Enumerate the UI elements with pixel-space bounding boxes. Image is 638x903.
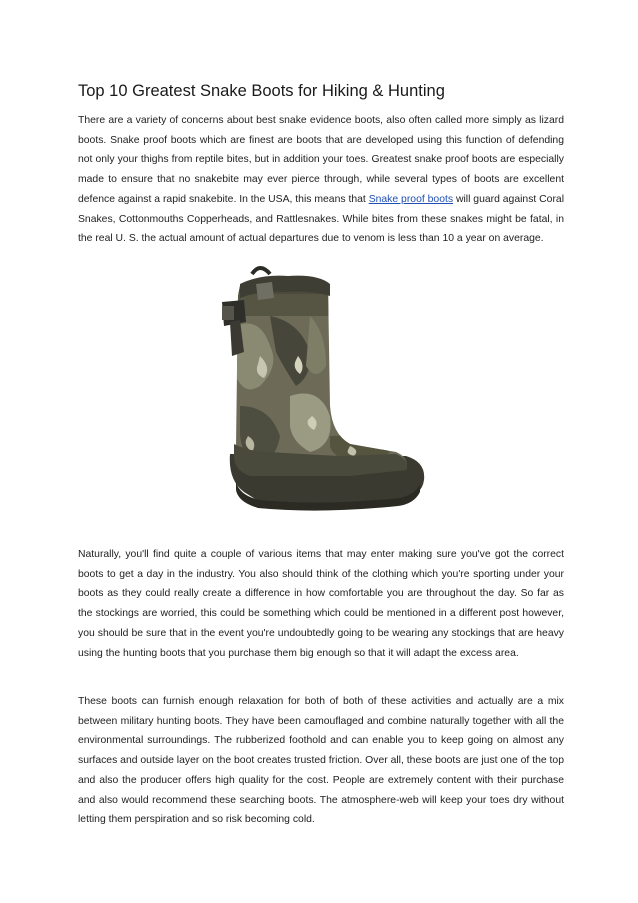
intro-text-after-link: will guard against Coral Snakes, Cottonmouths Copperheads, and Rattlesnakes. While bites from these snakes might be fatal, in the real U. S. the actual amount of actual departures due to venom is less than 10 a year on average. <box>78 193 565 245</box>
camo-snake-boot-icon <box>200 256 440 516</box>
stockings-paragraph: Naturally, you'll find quite a couple of various items that may enter making sure you've got the correct boots to get a day in the industry. You also should think of the clothing which you're sporting under your boots as they could really create a difference in how comfortable you are throughout the day. So far as the stockings are worried, this could be something which could be mentioned in a different post however, you should be sure that in the event you're undoubtedly going to be wearing any stockings that are heavy using the hunting boots that you purchase them big enough so that it will adapt the excess area. <box>78 549 564 659</box>
snake-proof-boots-link[interactable]: Snake proof boots <box>368 193 454 205</box>
boot-features-paragraph: These boots can furnish enough relaxation for both of both of these activities and actually are a mix between military hunting boots. They have been camouflaged and combine naturally together with all the environmental surroundings. The rubberized foothold and can enable you to keep going on almost any surfaces and outside layer on the boot creates trusted friction. Over all, these boots are just one of the top and also the producer offers high quality for the cost. People are extremely content with their purchase and also would recommend these searching boots. The atmosphere-web will keep your toes dry without letting them perspiration and so risk becoming cold. <box>78 696 564 826</box>
document-title: Top 10 Greatest Snake Boots for Hiking & Hunting <box>78 82 445 100</box>
intro-text-before-link: There are a variety of concerns about best snake evidence boots, also often called more simply as lizard boots. Snake proof boots which are finest are boots that are developed using this function of defending not only your thighs from reptile bites, but in addition your toes. Greatest snake proof boots are especially made to ensure that no snakebite may ever pierce through, while several types of boots are excellent defence against a rapid snakebite. In the USA, this means that <box>78 115 564 205</box>
snake-boot-image <box>200 256 440 516</box>
intro-paragraph <box>78 111 564 249</box>
